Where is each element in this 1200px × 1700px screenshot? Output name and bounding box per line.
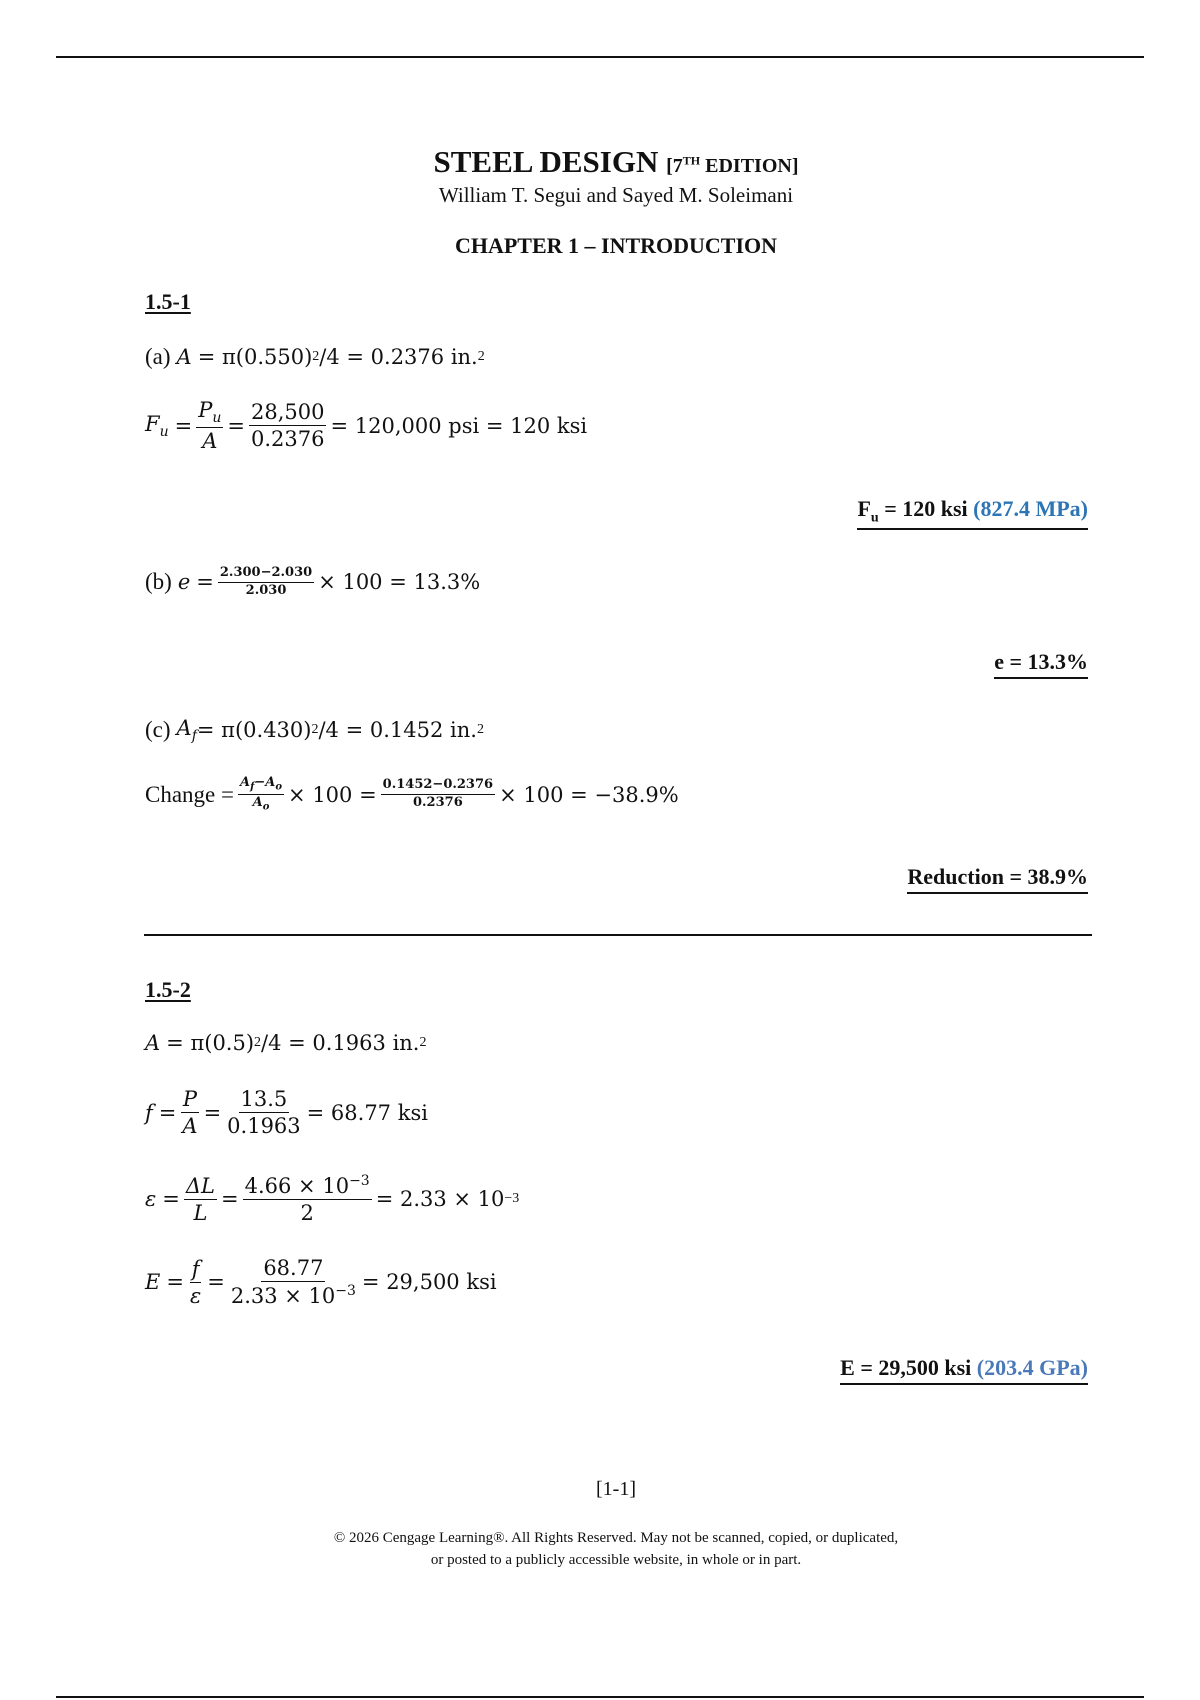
copyright-notice — [0, 1527, 1200, 1571]
var-Fu: $F_u$ — [145, 411, 169, 440]
top-rule — [56, 56, 1144, 58]
part-label: (b) — [145, 569, 172, 595]
eq-result: = 2.33 × 10 — [375, 1187, 505, 1212]
equation-stress: f = $\frac{P}{A}$ = $\frac{13.5}{0.1963}$ = 68.77 ksi — [145, 1087, 428, 1139]
eq-result: × 100 = 13.3% — [318, 570, 481, 595]
authors: William T. Segui and Sayed M. Soleimani — [438, 183, 794, 207]
edition-open: [7 — [666, 155, 683, 177]
answer-b: e = 13.3% — [994, 649, 1088, 679]
answer-a: $F_u = 120$ ksi (827.4 MPa) — [857, 496, 1088, 530]
title-text: STEEL DESIGN — [433, 144, 659, 179]
equation-elongation: (b) e = $\frac{2.300-2.030}{2.030}$ × 100 = 13.3% — [145, 565, 481, 598]
equation-area-a: (a) A = π(0.550) 2 /4 = 0.2376 in. 2 — [145, 344, 485, 369]
eq-result: = 68.77 ksi — [306, 1100, 428, 1125]
fraction-dl-l: $\frac{\Delta L}{L}$ — [185, 1173, 216, 1225]
eq-text: = π(0.550) — [197, 345, 313, 369]
part-label: (c) — [145, 717, 171, 743]
fraction-values: $\frac{28,500}{0.2376}$ — [251, 400, 325, 452]
fraction-change-values: $\frac{0.1452-0.2376}{0.2376}$ — [382, 777, 494, 811]
edition — [666, 155, 798, 177]
eq-text: /4 = 0.1963 in. — [261, 1031, 420, 1055]
fraction-stress-values: $\frac{13.5}{0.1963}$ — [227, 1087, 301, 1139]
fraction-change: $\frac{A_f-A_o}{A_o}$ — [239, 775, 283, 813]
change-label: Change = — [145, 781, 234, 807]
var-A: A — [176, 345, 192, 369]
equation-change — [145, 776, 679, 813]
answer-modulus: E = 29,500 ksi (203.4 GPa) — [840, 1355, 1088, 1385]
problem-number-1-5-1: 1.5-1 — [145, 289, 191, 314]
eq-text: = π(0.430) — [196, 718, 312, 743]
fraction-modulus-values: $\frac{68.77}{2.33 \times 10^{-3}}$ — [230, 1256, 356, 1309]
section-divider — [144, 934, 1092, 936]
fraction-elongation: $\frac{2.300-2.030}{2.030}$ — [219, 565, 313, 598]
eq-result: = 29,500 ksi — [361, 1270, 497, 1295]
eq-text: /4 = 0.2376 in. — [319, 345, 478, 369]
chapter-heading: CHAPTER 1 – INTRODUCTION — [454, 233, 778, 258]
eq-text: /4 = 0.1452 in. — [318, 718, 477, 743]
equation-area-2: A = π(0.5) 2 /4 = 0.1963 in. 2 — [145, 1031, 427, 1055]
equation-area-c: (c) $A_f$ = π(0.430) 2 /4 = 0.1452 in. 2 — [145, 716, 484, 745]
fraction-f-eps: $\frac{f}{\varepsilon}$ — [189, 1256, 202, 1308]
fraction-strain-values: $\frac{4.66 \times 10^{-3}}{2}$ — [244, 1173, 370, 1226]
equation-fu: $F_u$ = $\frac{P_u}{A}$ = $\frac{28,500}{0.2376}$ = 120,000 psi = 120 ksi — [145, 398, 588, 454]
page-number: [1-1] — [596, 1478, 636, 1500]
answer-c: Reduction = 38.9% — [907, 864, 1088, 894]
eq-text: = π(0.5) — [166, 1031, 255, 1055]
part-label: (a) — [145, 344, 171, 369]
copyright-line-2: or posted to a publicly accessible website, in whole or in part. — [430, 1552, 802, 1568]
eq-result: = 120,000 psi = 120 ksi — [330, 413, 588, 438]
fraction-p-a: $\frac{P}{A}$ — [182, 1087, 198, 1139]
equation-modulus: E = $\frac{f}{\varepsilon}$ = $\frac{68.77}{2.33 \times 10^{-3}}$ = 29,500 ksi — [145, 1256, 497, 1309]
fraction-pu-a: $\frac{P_u}{A}$ — [198, 398, 222, 454]
copyright-line-1: © 2026 Cengage Learning®. All Rights Reserved. May not be scanned, copied, or duplicated, — [333, 1530, 899, 1546]
edition-sup: TH — [682, 153, 701, 168]
edition-close: EDITION] — [700, 155, 799, 177]
equation-strain: ε = $\frac{\Delta L}{L}$ = $\frac{4.66 \times 10^{-3}}{2}$ = 2.33 × 10 −3 — [145, 1173, 520, 1226]
eq-text: × 100 = — [288, 782, 377, 807]
bottom-rule — [56, 1696, 1144, 1698]
book-title — [0, 144, 1200, 180]
problem-number-1-5-2: 1.5-2 — [145, 977, 191, 1002]
answer-si-value: (203.4 GPa) — [976, 1355, 1088, 1380]
answer-si-value: (827.4 MPa) — [973, 496, 1088, 521]
eq-result: × 100 = −38.9% — [499, 782, 679, 807]
